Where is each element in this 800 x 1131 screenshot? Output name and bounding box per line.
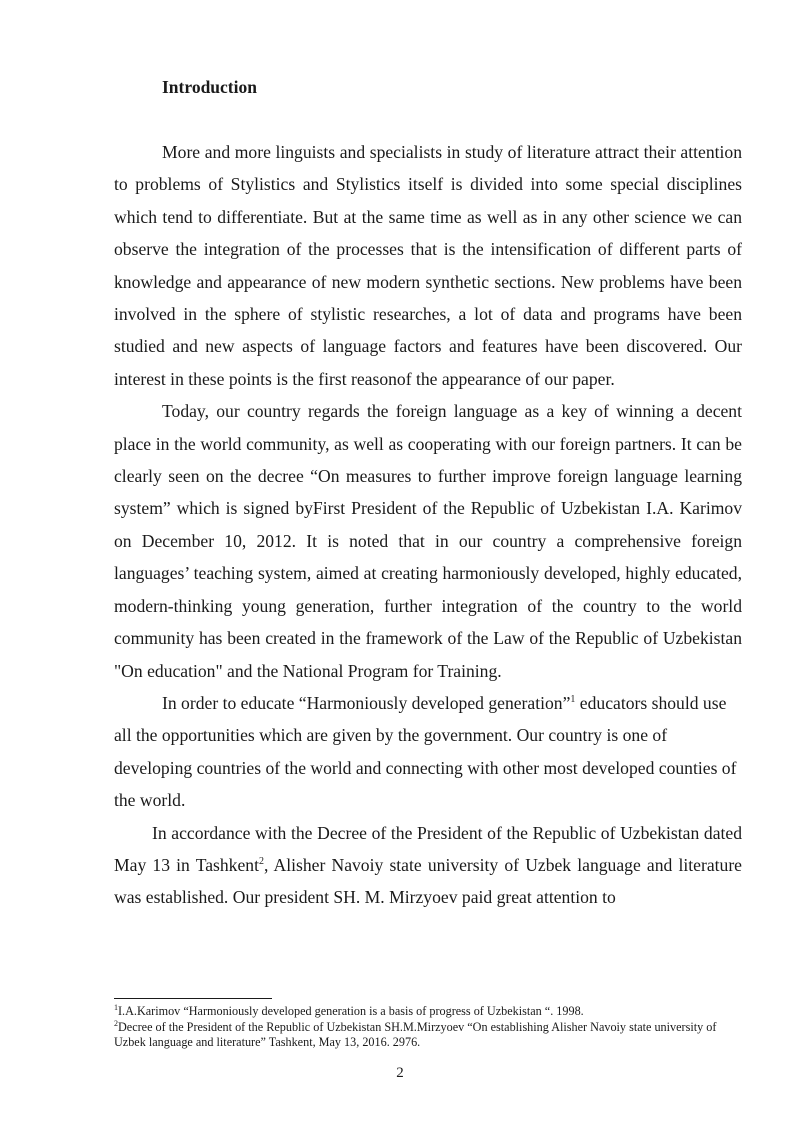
paragraph-4-text-b: , Alisher Navoiy state university of Uzbek language and literature was established. Our president SH. M. Mirzyoev paid great attention to xyxy=(114,854,742,908)
paragraph-3-text-b: educators should use all the opportunities which are given by the government. Our country is one of developing countries of the world and connecting with other most developed counties of the world. xyxy=(114,692,737,811)
footnote-mark-1: 1 xyxy=(114,1003,118,1012)
paragraph-3-text-a: In order to educate “Harmoniously developed generation” xyxy=(162,692,571,713)
paragraph-4 xyxy=(114,817,742,914)
section-heading: Introduction xyxy=(162,77,257,97)
footnote-2-text: Decree of the President of the Republic of Uzbekistan SH.M.Mirzyoev “On establishing Alisher Navoiy state university of Uzbek language and literature” Tashkent, May 13, 2016. 2976. xyxy=(114,1019,717,1050)
footnote-1 xyxy=(114,1004,742,1020)
footnote-mark-2: 2 xyxy=(114,1018,118,1028)
body-text xyxy=(114,136,742,914)
paragraph-4-text-a: In accordance with the Decree of the President of the Republic of Uzbekistan dated May 13 in Tashkent xyxy=(114,822,742,875)
page-number: 2 xyxy=(396,1065,404,1081)
footnote-separator xyxy=(114,998,272,999)
footnote-1-text: I.A.Karimov “Harmoniously developed generation is a basis of progress of Uzbekistan “. 1998. xyxy=(118,1004,584,1018)
paragraph-3 xyxy=(114,687,742,817)
footnote-2 xyxy=(114,1020,742,1051)
paragraph-2: Today, our country regards the foreign language as a key of winning a decent place in the world community, as well as cooperating with our foreign partners. It can be clearly seen on the decree “On measures to further improve foreign language learning system” which is signed byFirst President of the Republic of Uzbekistan I.A. Karimov on December 10, 2012. It is noted that in our country a comprehensive foreign languages’ teaching system, aimed at creating harmoniously developed, highly educated, modern-thinking young generation, further integration of the country to the world community has been created in the framework of the Law of the Republic of Uzbekistan "On education" and the National Program for Training. xyxy=(114,401,742,681)
paragraph-1: More and more linguists and specialists in study of literature attract their attention to problems of Stylistics and Stylistics itself is divided into some special disciplines which tend to differentiate. But at the same time as well as in any other science we can observe the integration of the processes that is the intensification of different parts of knowledge and appearance of new modern synthetic sections. New problems have been involved in the sphere of stylistic researches, a lot of data and programs have been studied and new aspects of language factors and features have been discovered. Our interest in these points is the first reasonof the appearance of our paper. xyxy=(114,142,742,389)
footnote-ref-2[interactable]: 2 xyxy=(258,855,264,867)
footnotes xyxy=(114,1004,742,1051)
footnote-ref-1[interactable]: 1 xyxy=(570,693,576,705)
